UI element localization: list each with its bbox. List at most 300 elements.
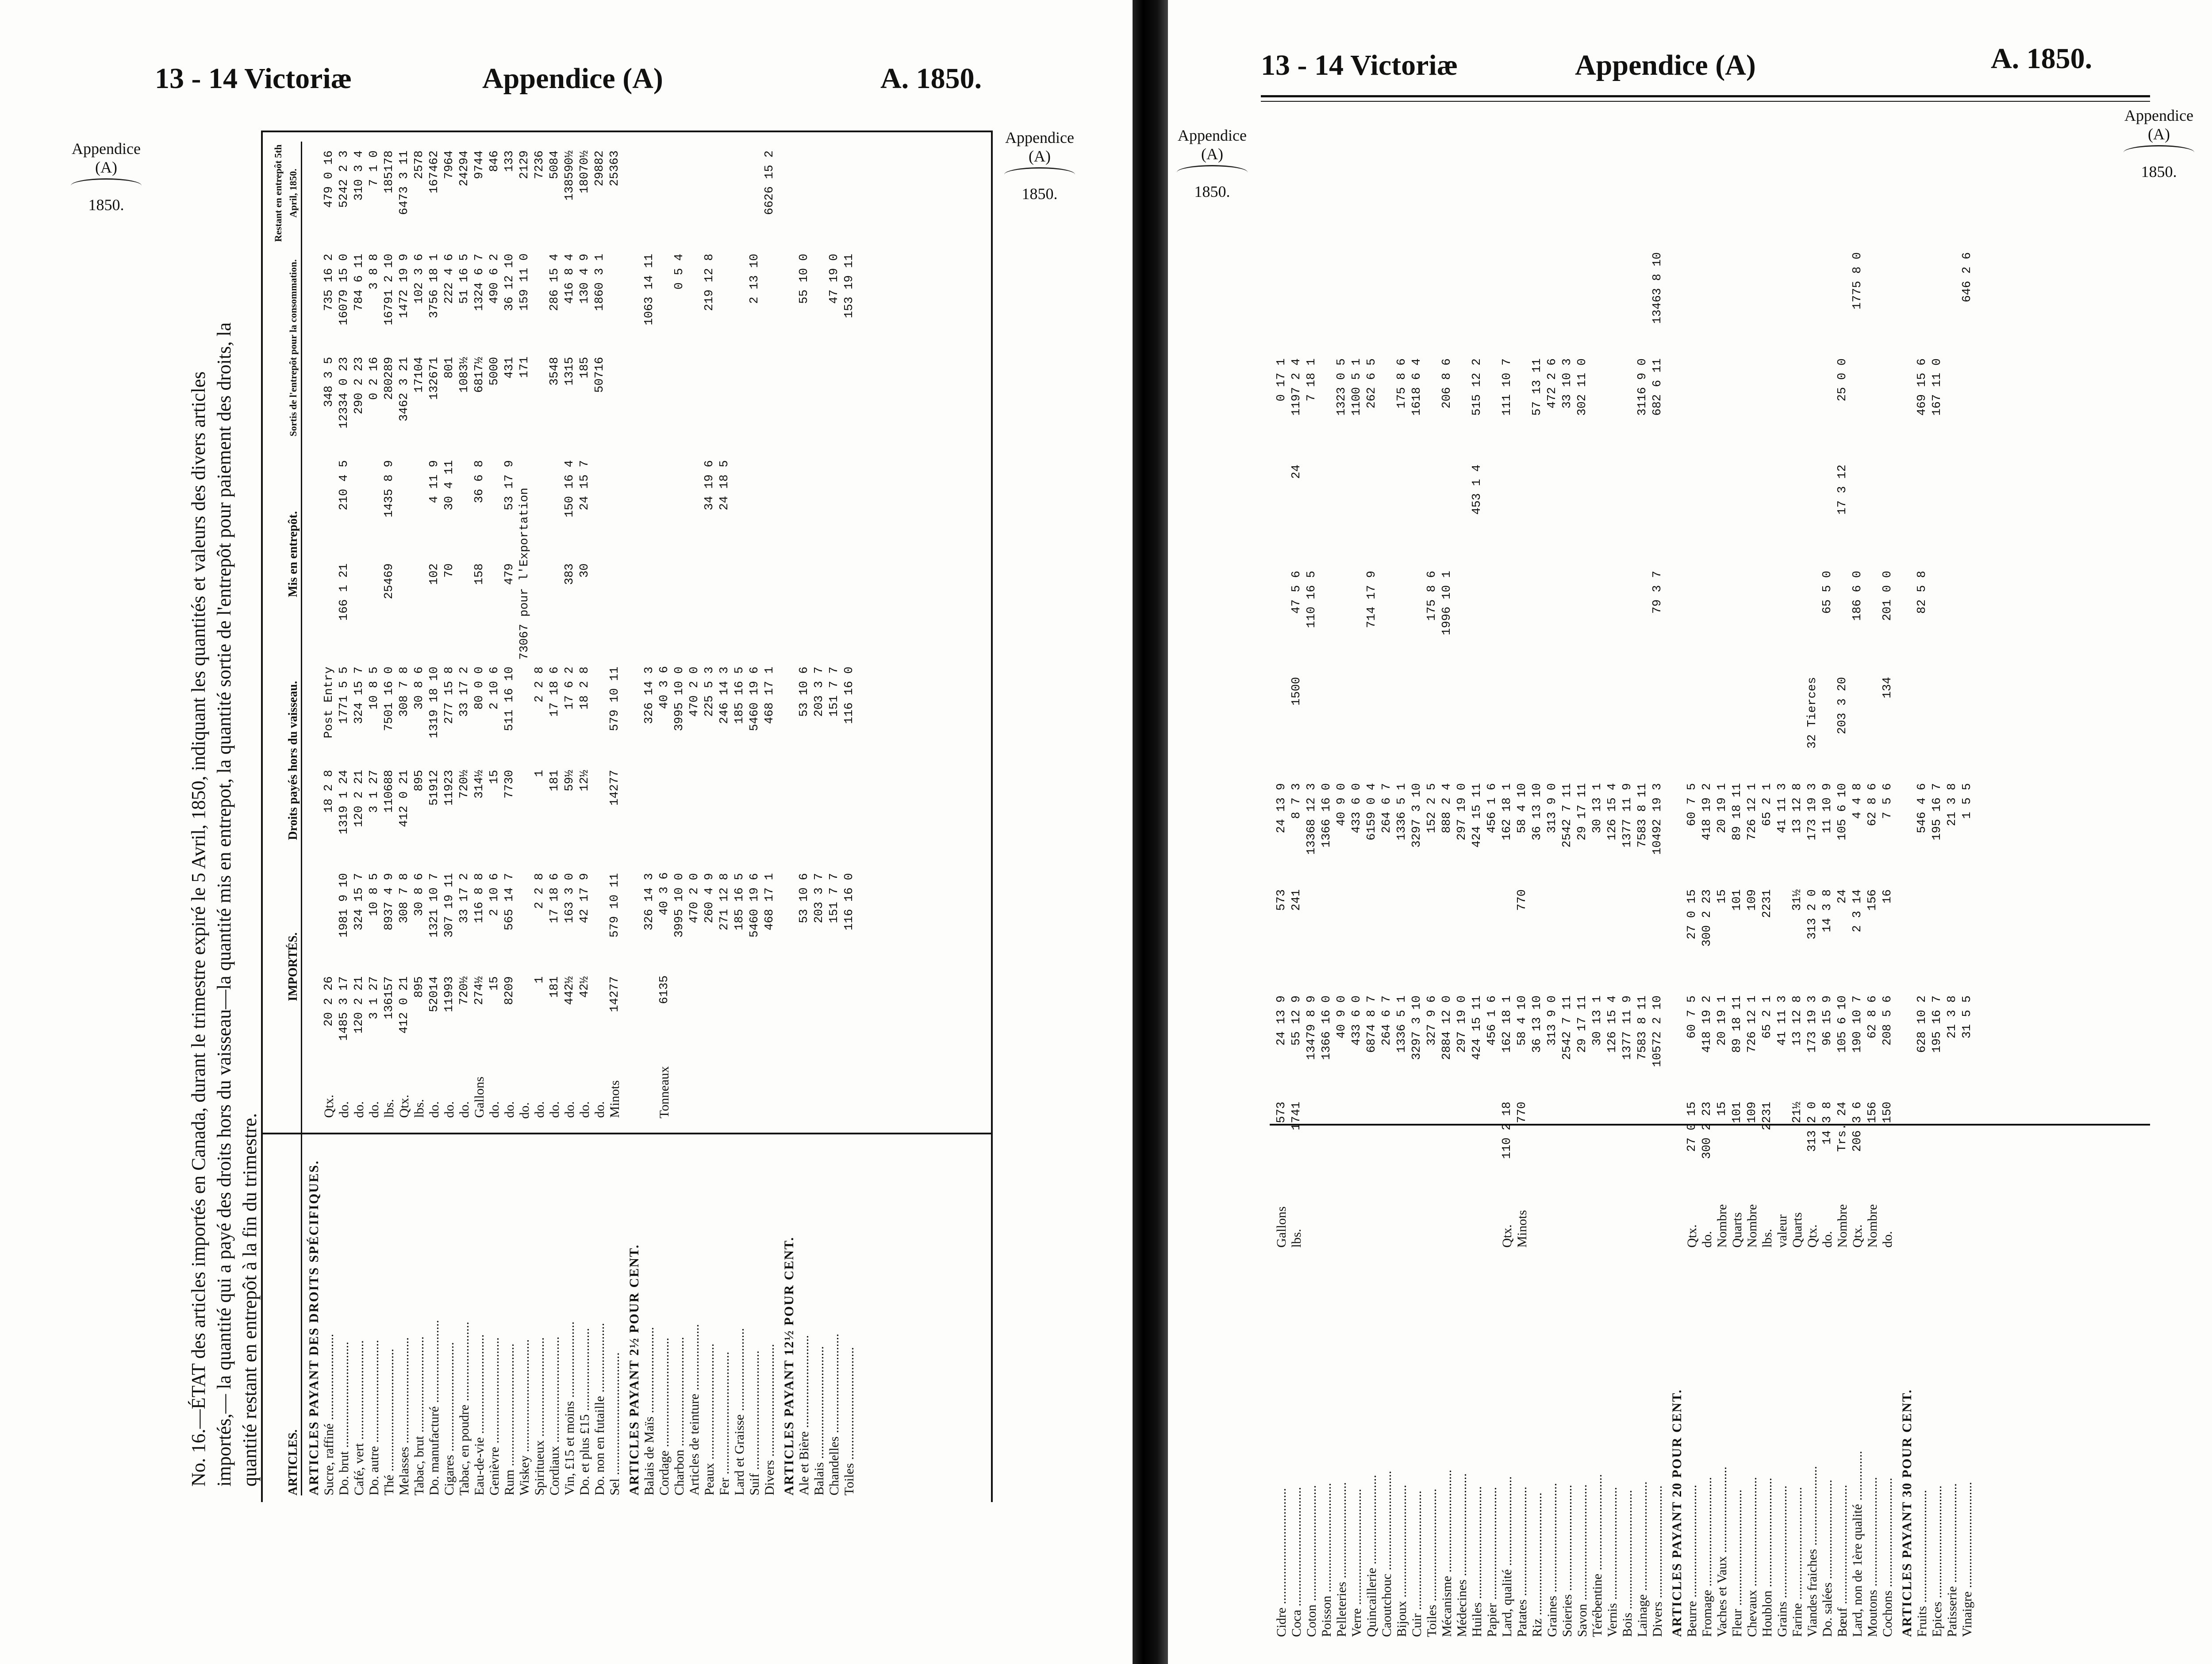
cell-val: 6874 8 7 [1365, 995, 1379, 1053]
article-name: Tabac, en poudre ........................ [457, 1322, 472, 1495]
cell-val [322, 864, 337, 967]
cell-mis-val [687, 451, 702, 554]
cell-paid-val: 195 16 7 [1931, 783, 1944, 841]
table-row [1775, 221, 1790, 1637]
cell-qty [732, 968, 747, 1071]
cell-sortis-qty: 0 2 16 [368, 357, 381, 400]
cell-paid-qty [1440, 880, 1455, 987]
cell-restant [1319, 243, 1334, 350]
cell-sortis-qty: 12334 0 23 [338, 357, 351, 429]
table-row [382, 142, 397, 1495]
cell-val: 1336 5 1 [1395, 995, 1409, 1053]
article-name: Articles de teinture .................... [687, 1324, 702, 1495]
cell-restant [1865, 243, 1880, 350]
article-unit: Nombre [1745, 1204, 1759, 1248]
cell-sortis-val: 416 8 4 [563, 254, 576, 304]
table-row [827, 142, 842, 1495]
article-unit [1319, 1199, 1334, 1248]
cell-mis-qty: 479 [503, 563, 516, 585]
cell-qty: 3 1 27 [368, 976, 381, 1019]
cell-val: 308 7 8 [398, 873, 411, 923]
side-note-right [995, 128, 1084, 203]
article-name: Eau-de-vie .............................. [472, 1334, 487, 1495]
cell-qty: 720½ [458, 976, 471, 1005]
cell-mis-qty [532, 554, 547, 657]
cell-paid-qty [1590, 880, 1605, 987]
article-unit: Tonneaux [657, 1066, 672, 1118]
cell-val: 2 10 6 [488, 873, 501, 916]
cell-mis-qty [1515, 668, 1530, 774]
cell-mis-qty [1865, 668, 1880, 774]
table-row [397, 142, 412, 1495]
article-name: Coca .................................... [1289, 1487, 1304, 1637]
article-name: Verre ................................... [1349, 1489, 1364, 1637]
cell-restant [1945, 243, 1960, 350]
cell-val: 30 13 1 [1591, 995, 1604, 1046]
cell-val: 162 18 1 [1501, 995, 1514, 1053]
table-row [1880, 221, 1895, 1637]
cell-mis-qty [1930, 668, 1945, 774]
cell-paid-val [517, 660, 532, 763]
article-unit: do. [337, 1101, 351, 1118]
cell-paid-val: 20 19 1 [1716, 783, 1729, 834]
cell-restant [702, 142, 717, 245]
cell-paid-val: 1319 18 10 [428, 666, 441, 738]
cell-paid-qty [1334, 880, 1349, 987]
table-row [1575, 221, 1590, 1637]
cell-mis-qty [1440, 668, 1455, 774]
cell-mis-val: 30 4 11 [443, 460, 456, 511]
table-row [797, 142, 812, 1495]
cell-mis-qty [812, 554, 827, 657]
cell-mis-qty [1304, 668, 1319, 774]
cell-qty: 1 [533, 976, 546, 984]
article-unit [1379, 1199, 1394, 1248]
table-row [442, 142, 457, 1495]
table-row [1379, 221, 1394, 1637]
article-unit: do. [547, 1101, 562, 1118]
article-name: Vaches et Vaux .......................... [1715, 1466, 1729, 1637]
cell-sortis-qty [1530, 456, 1545, 562]
cell-paid-val: 5460 19 6 [748, 666, 761, 731]
cell-mis-qty [412, 554, 427, 657]
cell-mis-qty [702, 554, 717, 657]
article-name: Cordage ................................. [657, 1337, 672, 1495]
table-row [367, 142, 382, 1495]
cell-paid-val: 152 2 5 [1425, 783, 1439, 834]
cell-paid-val: 173 19 3 [1806, 783, 1819, 841]
cell-paid-qty [1530, 880, 1545, 987]
cell-paid-qty: 15 [1716, 889, 1729, 904]
table-row [592, 142, 607, 1495]
cell-mis-val [457, 451, 472, 554]
article-unit [1650, 1199, 1665, 1248]
side-note-label: Appendice [72, 140, 141, 158]
article-name: Papier .................................. [1485, 1487, 1499, 1637]
brace-icon [71, 178, 142, 193]
article-unit: Qtx. [1850, 1224, 1865, 1248]
cell-paid-qty: 770 [1516, 889, 1529, 911]
side-note-sub: (A) [1029, 147, 1051, 165]
cell-paid-val: 116 16 0 [843, 666, 856, 724]
cell-sortis-qty: 171 [518, 356, 531, 378]
cell-restant [1790, 243, 1805, 350]
cell-mis-val [1835, 562, 1850, 668]
cell-restant [642, 142, 657, 245]
cell-sortis-val: 1324 6 7 [473, 254, 486, 311]
article-name: Bœuf .................................... [1835, 1484, 1850, 1637]
cell-paid-qty: 14 3 8 [1821, 889, 1834, 933]
cell-qty: 442½ [563, 976, 576, 1005]
article-unit: do. [442, 1101, 457, 1118]
cell-mis-qty [1820, 668, 1835, 774]
article-name: Bijoux .................................. [1394, 1484, 1409, 1637]
cell-sortis-qty [672, 348, 687, 451]
cell-restant: 5084 [548, 150, 561, 179]
cell-qty [1605, 1093, 1620, 1199]
cell-restant: 24294 [458, 150, 471, 187]
cell-qty [1775, 1093, 1790, 1199]
cell-mis-val: 34 19 6 [703, 460, 716, 511]
cell-restant: 7236 [533, 150, 546, 179]
cell-paid-val: 105 6 10 [1836, 783, 1849, 841]
cell-sortis-qty [1485, 456, 1500, 562]
cell-mis-val [532, 451, 547, 554]
table-row [1304, 221, 1319, 1637]
cell-sortis-qty: 1315 [563, 357, 576, 386]
cell-paid-val: 1377 11 9 [1621, 783, 1634, 848]
cell-qty: 150 [1881, 1102, 1894, 1123]
cell-sortis-val: 16079 15 0 [338, 254, 351, 326]
cell-val: 195 16 7 [1931, 995, 1944, 1053]
cell-restant [1545, 243, 1560, 350]
article-unit: do. [592, 1101, 607, 1118]
cell-qty [812, 968, 827, 1071]
cell-mis-qty [1334, 668, 1349, 774]
header-year: A. 1850. [880, 62, 982, 95]
cell-paid-qty: 16 [1881, 889, 1894, 904]
cell-sortis-val: 7 18 1 [1305, 358, 1318, 402]
article-name: Chandelles .............................. [827, 1334, 841, 1495]
section-title: ARTICLES PAYANT 20 POUR CENT. [1670, 1389, 1684, 1637]
table-row [642, 142, 657, 1495]
article-unit [1304, 1199, 1319, 1248]
cell-mis-val: 1996 10 1 [1440, 571, 1454, 635]
cell-paid-val: 7 5 6 [1881, 783, 1894, 819]
cell-mis-qty [1650, 668, 1665, 774]
cell-paid-qty [1364, 880, 1379, 987]
article-unit [1590, 1199, 1605, 1248]
cell-paid-qty: 181 [548, 770, 561, 792]
cell-mis-qty [642, 554, 657, 657]
cell-mis-val [1715, 562, 1730, 668]
cell-mis-val [397, 451, 412, 554]
article-unit: valeur [1775, 1214, 1790, 1248]
cell-sortis-val [1960, 350, 1975, 456]
cell-sortis-qty [842, 348, 857, 451]
cell-qty: 20 2 26 [323, 976, 336, 1027]
cell-mis-val [1635, 562, 1650, 668]
article-name: Graines ................................. [1545, 1483, 1559, 1637]
cell-mis-qty [1545, 668, 1560, 774]
cell-sortis-qty [1650, 456, 1665, 562]
table-row [1745, 221, 1760, 1637]
table-row [812, 142, 827, 1495]
cell-sortis-val: 167 11 0 [1931, 358, 1944, 416]
table-row [1545, 221, 1560, 1637]
cell-paid-val: 17 18 6 [548, 666, 561, 717]
cell-paid-qty [762, 761, 777, 864]
cell-paid-qty: 31½ [1791, 889, 1804, 911]
cell-qty: 770 [1516, 1102, 1529, 1123]
cell-sortis-qty [1790, 456, 1805, 562]
cell-paid-val: 511 16 10 [503, 666, 516, 731]
table-row [502, 142, 517, 1495]
cell-paid-qty [1485, 880, 1500, 987]
book-gutter [1133, 0, 1168, 1664]
article-name: Beurre .................................. [1685, 1484, 1699, 1637]
table-border-top [261, 131, 991, 132]
cell-restant: 5242 2 3 [338, 150, 351, 208]
cell-qty: 52014 [428, 976, 441, 1012]
cell-restant [1425, 243, 1440, 350]
cell-mis-qty [352, 554, 367, 657]
cell-restant: 2129 [518, 150, 531, 179]
col-droits-payes: Droits payés hors du vaisseau. [286, 681, 300, 840]
cell-restant [1590, 243, 1605, 350]
cell-mis-qty [487, 554, 502, 657]
article-unit [1605, 1199, 1620, 1248]
cell-sortis-qty [1850, 456, 1865, 562]
cell-qty: 1741 [1290, 1102, 1303, 1130]
cell-qty [1530, 1093, 1545, 1199]
cell-val: 3995 10 0 [673, 873, 686, 938]
cell-mis-val: 53 17 9 [503, 460, 516, 511]
cell-paid-val: 13368 12 3 [1305, 783, 1318, 855]
article-unit: do. [457, 1101, 472, 1118]
table-row [547, 142, 562, 1495]
table-row [1865, 221, 1880, 1637]
table-row [687, 142, 702, 1495]
cell-paid-val: 30 8 6 [413, 666, 426, 710]
table-row [517, 142, 532, 1495]
cell-sortis-qty [717, 348, 732, 451]
cell-sortis-qty [1620, 456, 1635, 562]
cell-mis-val [747, 451, 762, 554]
article-name: Pelleteries ............................. [1334, 1482, 1349, 1637]
cell-sortis-qty [642, 348, 657, 451]
cell-paid-val: 58 4 10 [1516, 783, 1529, 834]
cell-paid-val: 33 17 2 [458, 666, 471, 717]
cell-qty [1635, 1093, 1650, 1199]
article-unit [1349, 1199, 1364, 1248]
article-unit [747, 1071, 762, 1118]
cell-paid-qty [797, 761, 812, 864]
cell-restant [1685, 243, 1700, 350]
cell-val: 60 7 5 [1686, 995, 1699, 1039]
cell-mis-qty [687, 554, 702, 657]
cell-restant [1605, 243, 1620, 350]
side-note-label: Appendice [1178, 127, 1247, 144]
article-unit: Quarts [1790, 1212, 1805, 1248]
article-name: Lard, non de 1ère qualité ............... [1850, 1451, 1865, 1637]
cell-restant [812, 142, 827, 245]
cell-restant [1820, 243, 1835, 350]
table-row [1334, 221, 1349, 1637]
header-rule-thin [1261, 101, 2150, 102]
article-unit [717, 1071, 732, 1118]
cell-qty [1319, 1093, 1334, 1199]
cell-restant [1334, 243, 1349, 350]
cell-paid-qty: 101 [1731, 889, 1744, 911]
cell-mis-qty [1319, 668, 1334, 774]
cell-qty: 14 3 8 [1821, 1102, 1834, 1145]
cell-paid-qty [592, 761, 607, 864]
cell-restant [1835, 243, 1850, 350]
cell-sortis-val [1760, 350, 1775, 456]
cell-val: 326 14 3 [643, 873, 656, 930]
cell-sortis-qty [762, 348, 777, 451]
cell-mis-val [657, 451, 672, 554]
cell-val: 40 9 0 [1335, 995, 1348, 1039]
cell-qty: 895 [413, 976, 426, 998]
cell-restant: 479 0 16 [323, 150, 336, 208]
cell-qty [1485, 1093, 1500, 1199]
cell-qty [592, 968, 607, 1071]
cell-sortis-val [1515, 350, 1530, 456]
cell-mis-qty [1635, 668, 1650, 774]
brace-icon [1004, 167, 1075, 182]
cell-paid-val: 11 10 9 [1821, 783, 1834, 834]
cell-mis-val [1334, 562, 1349, 668]
cell-val: 116 8 8 [473, 873, 486, 923]
cell-mis-val: 175 8 6 [1425, 571, 1439, 621]
article-name: Fruits .................................. [1915, 1490, 1929, 1637]
article-unit [687, 1071, 702, 1118]
cell-paid-val: 2542 7 11 [1561, 783, 1574, 848]
cell-sortis-val: 286 15 4 [548, 254, 561, 311]
side-note-left [62, 139, 150, 214]
cell-restant: 310 3 4 [353, 150, 366, 201]
table-row [1470, 221, 1485, 1637]
cell-restant: 6473 3 11 [398, 150, 411, 215]
cell-mis-qty [1530, 668, 1545, 774]
cell-qty: 15 [488, 976, 501, 991]
cell-sortis-val [1685, 350, 1700, 456]
cell-sortis-qty [1865, 456, 1880, 562]
table-row [1620, 221, 1635, 1637]
article-name: Poisson ................................. [1319, 1483, 1334, 1637]
cell-val: 565 14 7 [503, 873, 516, 930]
cell-sortis-val: 175 8 6 [1395, 358, 1409, 409]
header-regnal-year: 13 - 14 Victoriæ [1261, 49, 1458, 81]
cell-restant [1760, 243, 1775, 350]
cell-paid-qty [1945, 880, 1960, 987]
table-row [1930, 221, 1945, 1637]
cell-sortis-qty: 50716 [593, 357, 607, 393]
cell-paid-qty [1304, 880, 1319, 987]
cell-val: 65 2 1 [1761, 995, 1774, 1039]
cell-val: 579 10 11 [608, 873, 622, 938]
cell-sortis-qty [1775, 456, 1790, 562]
cell-qty: 101 [1731, 1102, 1744, 1123]
cell-val: 2884 12 0 [1440, 995, 1454, 1060]
cell-qty: 120 2 21 [353, 976, 366, 1034]
cell-mis-qty [592, 554, 607, 657]
cell-mis-val [1760, 562, 1775, 668]
cell-mis-val [1349, 562, 1364, 668]
cell-mis-qty [1790, 668, 1805, 774]
section-title: ARTICLES PAYANT 30 POUR CENT. [1900, 1389, 1914, 1637]
cell-mis-val: 150 16 4 [563, 460, 576, 518]
col-sortis: Sortis de l'entrepôt pour la consommation. [288, 259, 299, 437]
cell-mis-val [1745, 562, 1760, 668]
cell-val: 208 5 6 [1881, 995, 1894, 1046]
cell-sortis-val [1590, 350, 1605, 456]
imports-table-left [274, 142, 857, 1495]
article-name: Vinaigre ................................ [1960, 1482, 1974, 1637]
cell-sortis-qty: 801 [443, 357, 456, 379]
cell-mis-qty [672, 554, 687, 657]
article-unit [797, 1071, 812, 1118]
table-row [1455, 221, 1470, 1637]
cell-restant [842, 142, 857, 245]
cell-val: 55 12 9 [1290, 995, 1303, 1046]
cell-qty: 109 [1746, 1102, 1759, 1123]
article-unit [1455, 1199, 1470, 1248]
cell-sortis-qty [1635, 456, 1650, 562]
cell-paid-qty [732, 761, 747, 864]
cell-paid-val: 7583 8 11 [1636, 783, 1649, 848]
cell-sortis-val: 51 16 5 [458, 254, 471, 304]
cell-restant [1730, 243, 1745, 350]
article-unit: Nombre [1835, 1204, 1850, 1248]
article-unit [842, 1071, 857, 1118]
cell-paid-val: 546 4 6 [1916, 783, 1929, 834]
cell-val: 327 9 6 [1425, 995, 1439, 1046]
cell-mis-val [1605, 562, 1620, 668]
cell-sortis-qty [1515, 456, 1530, 562]
cell-mis-val [322, 451, 337, 554]
cell-paid-qty [687, 761, 702, 864]
cell-qty: 181 [548, 976, 561, 998]
table-row [1605, 221, 1620, 1637]
table-row [1715, 221, 1730, 1637]
cell-qty: 136157 [383, 976, 396, 1019]
cell-sortis-qty [1960, 456, 1975, 562]
cell-sortis-val [1865, 350, 1880, 456]
cell-sortis-qty: 348 3 5 [323, 357, 336, 407]
article-name: Houblon ................................. [1760, 1478, 1774, 1637]
cell-val: 1981 9 10 [338, 873, 351, 938]
cell-qty: Trs. 24 [1836, 1102, 1849, 1152]
cell-mis-qty [1575, 668, 1590, 774]
cell-val: 163 3 0 [563, 873, 576, 923]
article-name: Soieries ................................ [1560, 1484, 1575, 1637]
cell-paid-qty: 412 0 21 [398, 770, 411, 827]
cell-paid-val: 62 8 6 [1866, 783, 1879, 826]
cell-paid-qty [1455, 880, 1470, 987]
cell-paid-val: 2 10 6 [488, 666, 501, 710]
cell-restant [1455, 243, 1470, 350]
article-name: Suif .................................... [747, 1350, 762, 1495]
cell-qty [1470, 1093, 1485, 1199]
article-unit [642, 1071, 657, 1118]
article-unit: do. [562, 1101, 577, 1118]
cell-sortis-qty [1575, 456, 1590, 562]
cell-val: 5460 19 6 [748, 873, 761, 938]
cell-paid-val: 18 2 8 [578, 666, 591, 710]
